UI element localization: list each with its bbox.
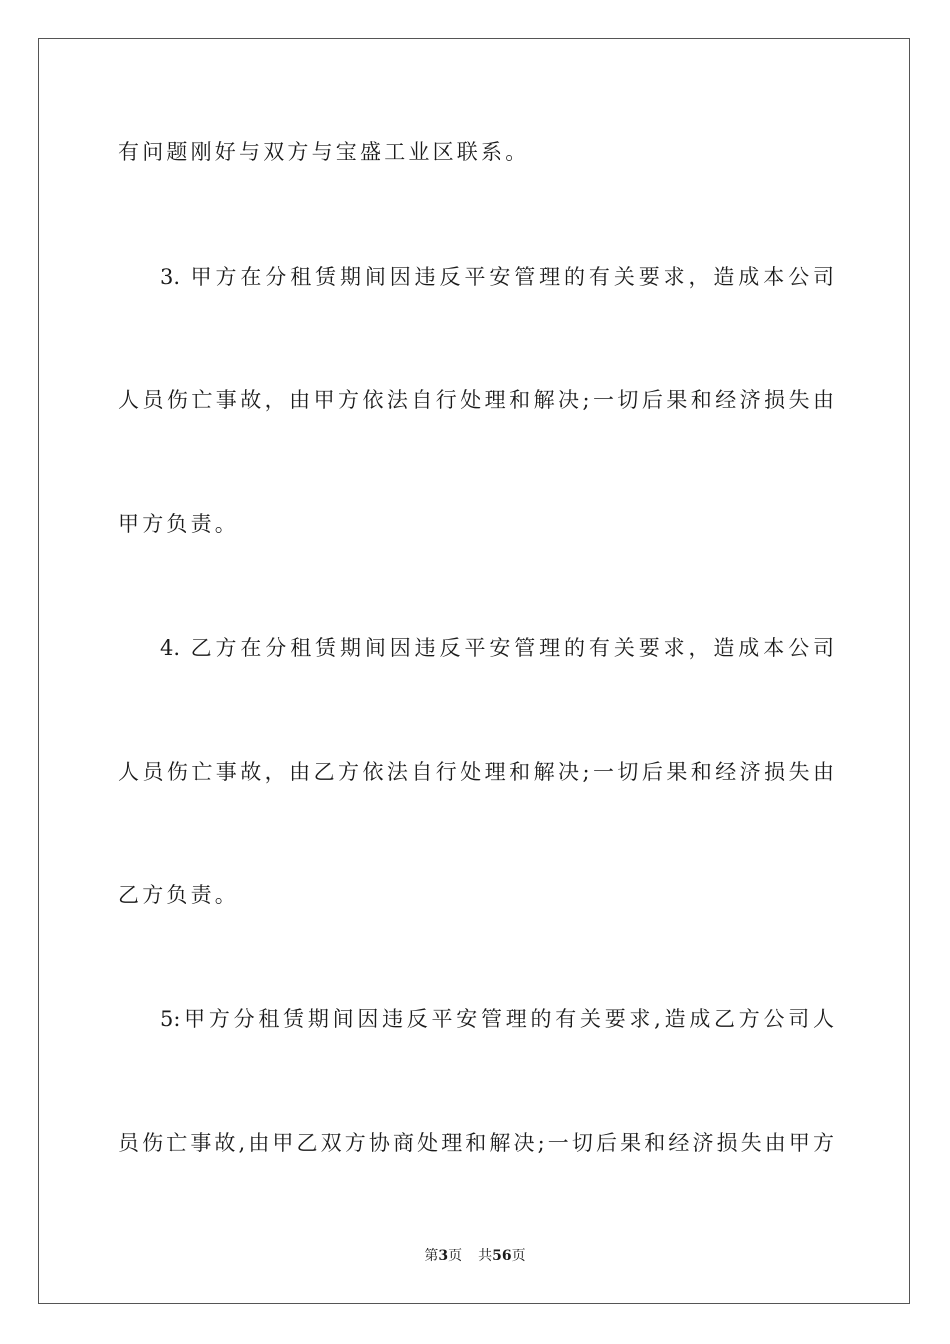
paragraph-line-2: 3. 甲方在分租赁期间因违反平安管理的有关要求，造成本公司	[160, 265, 834, 289]
paragraph-line-9: 员伤亡事故,由甲乙双方协商处理和解决;一切后果和经济损失由甲方	[118, 1131, 834, 1155]
footer-total-prefix: 共	[478, 1248, 493, 1264]
paragraph-line-6: 人员伤亡事故，由乙方依法自行处理和解决;一切后果和经济损失由	[118, 760, 834, 784]
paragraph-line-8: 5:甲方分租赁期间因违反平安管理的有关要求,造成乙方公司人	[160, 1007, 834, 1031]
footer-total-pages: 56	[492, 1248, 512, 1264]
paragraph-line-4: 甲方负责。	[118, 512, 239, 536]
paragraph-line-5: 4. 乙方在分租赁期间因违反平安管理的有关要求，造成本公司	[160, 636, 834, 660]
footer-page-suffix: 页	[448, 1248, 463, 1264]
paragraph-line-1: 有问题刚好与双方与宝盛工业区联系。	[118, 140, 530, 164]
footer-total-suffix: 页	[511, 1248, 526, 1264]
page-footer	[0, 1247, 950, 1265]
paragraph-line-7: 乙方负责。	[118, 883, 239, 907]
page-border	[38, 38, 910, 1304]
footer-current-page: 3	[438, 1248, 449, 1264]
footer-page-prefix: 第	[424, 1248, 439, 1264]
paragraph-line-3: 人员伤亡事故，由甲方依法自行处理和解决;一切后果和经济损失由	[118, 388, 834, 412]
